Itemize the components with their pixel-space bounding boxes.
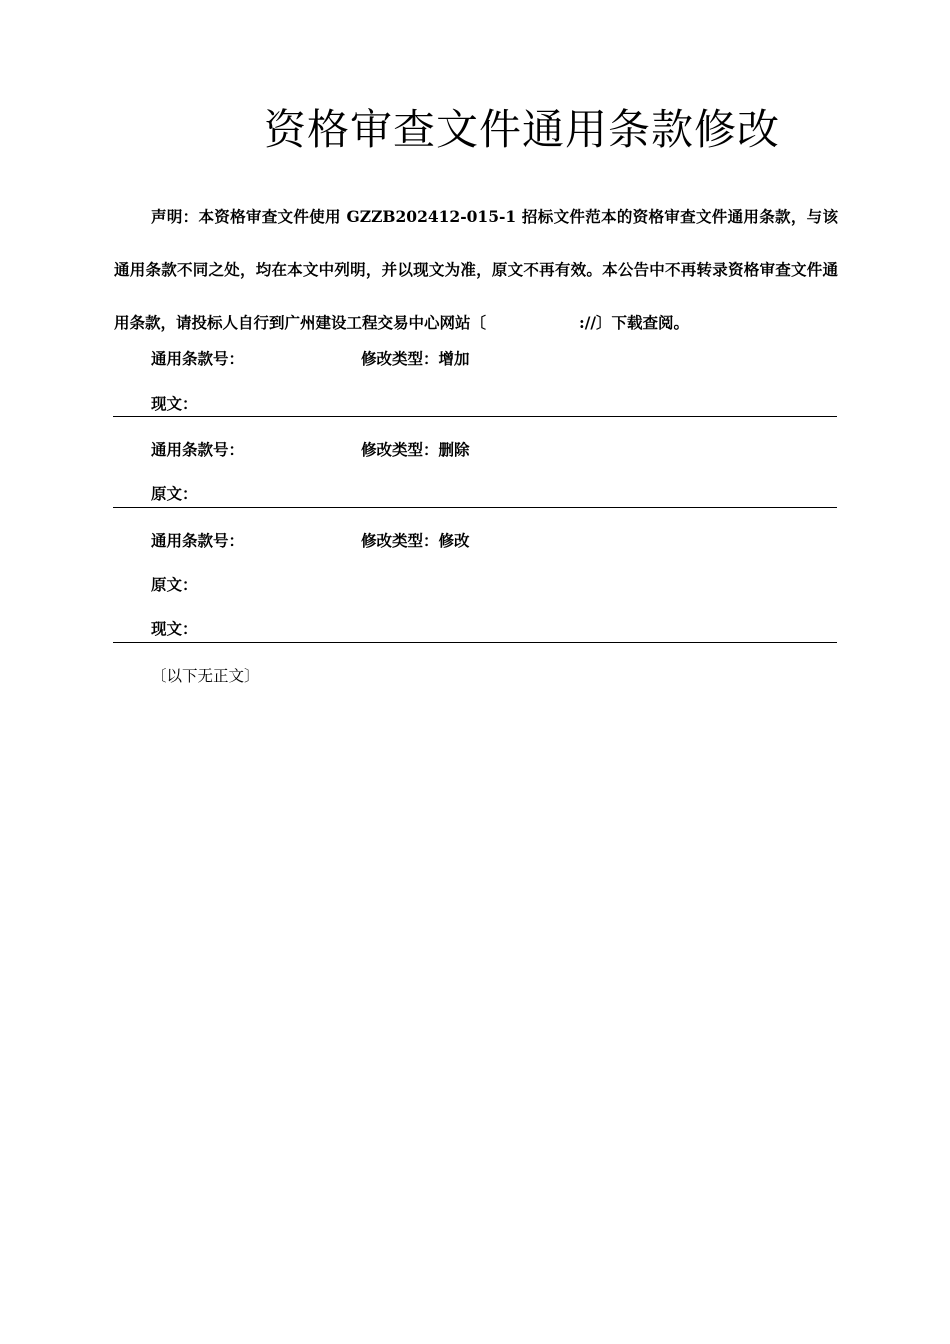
entry-1-header — [151, 347, 470, 371]
entry-2-original-text-label: 原文： — [151, 484, 198, 503]
entry-divider — [113, 642, 837, 643]
modification-type-label: 修改类型：增加 — [361, 349, 470, 368]
modification-type-label: 修改类型：修改 — [361, 531, 470, 550]
entry-3-original-text-label: 原文： — [151, 575, 198, 594]
page-title: 资格审查文件通用条款修改 — [263, 105, 780, 154]
end-of-text-note: 〔以下无正文〕 — [151, 667, 260, 685]
entry-1-current-text-label: 现文： — [151, 394, 198, 413]
entry-divider — [113, 507, 837, 508]
entry-2-header — [151, 438, 470, 462]
entry-3-header — [151, 529, 470, 553]
statement-paragraph: 声明：本资格审查文件使用 GZZB202412-015-1 招标文件范本的资格审查文件通用条款，与该通用条款不同之处，均在本文中列明，并以现文为准，原文不再有效。本公告中不再转录资格审查文件通用条款，请投标人自行到广州建设工程交易中心网站〔 ://〕下载查阅。 — [114, 207, 838, 332]
clause-number-label: 通用条款号： — [151, 440, 245, 459]
clause-number-label: 通用条款号： — [151, 349, 245, 368]
modification-type-label: 修改类型：删除 — [361, 440, 470, 459]
clause-number-label: 通用条款号： — [151, 531, 245, 550]
entry-divider — [113, 416, 837, 417]
entry-3-current-text-label: 现文： — [151, 619, 198, 638]
